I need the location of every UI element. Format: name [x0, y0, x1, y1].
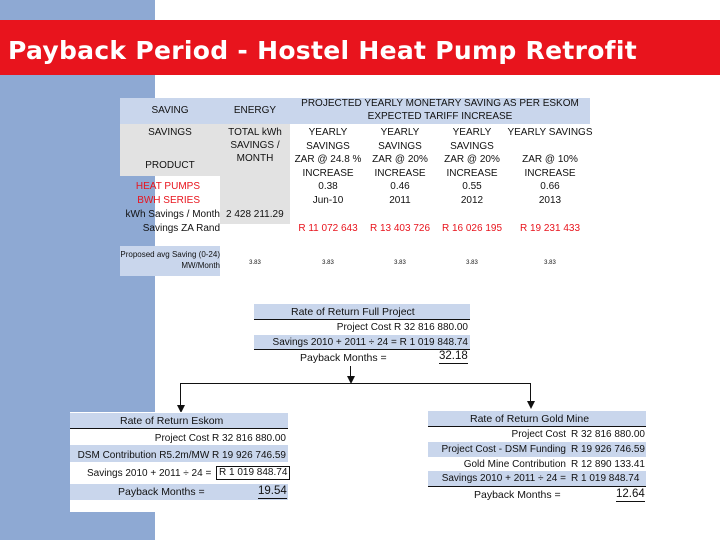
year-1-line-6: Jun-10	[312, 195, 344, 206]
full-project-cost: Project Cost R 32 816 880.00	[336, 322, 468, 333]
savings-za-label: Savings ZA Rand	[142, 223, 220, 234]
year-4-line-1: YEARLY SAVINGS	[507, 127, 593, 138]
year-3-rand: R 16 026 195	[441, 223, 503, 234]
eskom-dsm: DSM Contribution R5.2m/MW R 19 926 746.59	[77, 450, 286, 461]
year-3-line-4: INCREASE	[446, 167, 498, 179]
gold-mine-row-value: R 1 019 848.74	[571, 473, 640, 484]
savings-label: SAVINGS	[148, 127, 192, 138]
gold-mine-title: Rate of Return Gold Mine	[470, 413, 590, 425]
page-title: Payback Period - Hostel Heat Pump Retrofit	[8, 36, 637, 65]
heat-pumps-line-2: BWH SERIES	[137, 195, 200, 206]
year-3-line-3: ZAR @ 20%	[444, 154, 500, 166]
year-3-line-6: 2012	[460, 195, 484, 206]
gold-mine-payback-value: 12.64	[616, 488, 645, 500]
year-2-rand: R 13 403 726	[369, 223, 431, 234]
full-project-savings: Savings 2010 + 2011 ÷ 24 = R 1 019 848.74	[272, 337, 468, 348]
gold-mine-row-label: Project Cost - DSM Funding	[441, 444, 566, 455]
year-3-mw: 3.83	[466, 260, 478, 266]
connector-horizontal	[180, 383, 531, 384]
gold-mine-row-value: R 19 926 746.59	[571, 444, 645, 455]
energy-col-line-1: TOTAL kWh	[228, 127, 282, 138]
gold-mine-row-label: Savings 2010 + 2011 ÷ 24 =	[441, 473, 566, 484]
year-2-line-4: INCREASE	[374, 167, 426, 179]
full-project-payback-label: Payback Months =	[300, 352, 387, 364]
product-label: PRODUCT	[145, 160, 195, 171]
year-2-mw: 3.83	[394, 260, 406, 266]
energy-mw-value: 3.83	[249, 260, 261, 266]
year-4-line-3: ZAR @ 10%	[522, 154, 578, 166]
year-1-line-5: 0.38	[318, 181, 338, 193]
proposed-label-line-1: Proposed avg Saving (0-24)	[120, 250, 220, 259]
kwh-savings-label: kWh Savings / Month	[125, 209, 220, 220]
year-4-mw: 3.83	[544, 260, 556, 266]
year-1-line-2: SAVINGS	[306, 140, 350, 152]
year-2-line-5: 0.46	[390, 181, 410, 193]
year-1-mw: 3.83	[322, 260, 334, 266]
header-energy: ENERGY	[233, 105, 277, 116]
gold-mine-row-value: R 12 890 133.41	[571, 459, 645, 470]
eskom-payback-label: Payback Months =	[118, 486, 205, 498]
gold-mine-title-underline	[428, 426, 646, 427]
eskom-savings-value: R 1 019 848.74	[216, 466, 290, 480]
energy-col-line-3: MONTH	[236, 153, 274, 164]
proposed-label-line-2: MW/Month	[181, 261, 220, 270]
connector-arrow-right	[527, 401, 535, 409]
year-1-line-1: YEARLY	[308, 127, 348, 138]
year-1-rand: R 11 072 643	[298, 223, 358, 234]
eskom-title: Rate of Return Eskom	[120, 415, 224, 427]
full-project-title: Rate of Return Full Project	[291, 306, 415, 318]
year-2-line-6: 2011	[389, 195, 411, 206]
eskom-savings-label: Savings 2010 + 2011 ÷ 24 =	[87, 468, 212, 479]
eskom-payback-value: 19.54	[258, 485, 287, 497]
gold-mine-payback-label: Payback Months =	[474, 489, 561, 501]
year-4-line-4: INCREASE	[524, 167, 576, 179]
full-project-payback-value: 32.18	[439, 350, 468, 362]
year-1-line-4: INCREASE	[302, 167, 354, 179]
year-1-line-3: ZAR @ 24.8 %	[294, 154, 362, 166]
year-2-line-1: YEARLY	[380, 127, 420, 138]
kwh-savings-value: 2 428 211.29	[226, 209, 284, 220]
eskom-project-cost: Project Cost R 32 816 880.00	[154, 433, 286, 444]
full-project-title-underline	[254, 319, 470, 320]
energy-col-line-2: SAVINGS /	[230, 140, 280, 151]
year-3-line-2: SAVINGS	[450, 140, 494, 152]
gold-mine-savings-underline	[428, 486, 646, 487]
heat-pumps-line-1: HEAT PUMPS	[135, 181, 200, 192]
gold-mine-row-label: Project Cost	[511, 429, 566, 440]
header-projected-line-1: PROJECTED YEARLY MONETARY SAVING AS PER ESKOM	[301, 98, 579, 109]
eskom-title-underline	[70, 428, 288, 429]
year-3-line-5: 0.55	[462, 181, 482, 193]
year-4-rand: R 19 231 433	[519, 223, 581, 234]
year-2-line-2: SAVINGS	[378, 140, 422, 152]
gold-mine-row-label: Gold Mine Contribution	[463, 459, 566, 470]
header-saving: SAVING	[151, 105, 189, 116]
year-2-line-3: ZAR @ 20%	[372, 154, 428, 166]
header-projected-line-2: EXPECTED TARIFF INCREASE	[367, 111, 513, 122]
year-4-line-6: 2013	[538, 195, 562, 206]
year-3-line-1: YEARLY	[452, 127, 492, 138]
year-4-line-5: 0.66	[540, 181, 560, 193]
gold-mine-row-value: R 32 816 880.00	[571, 429, 645, 440]
